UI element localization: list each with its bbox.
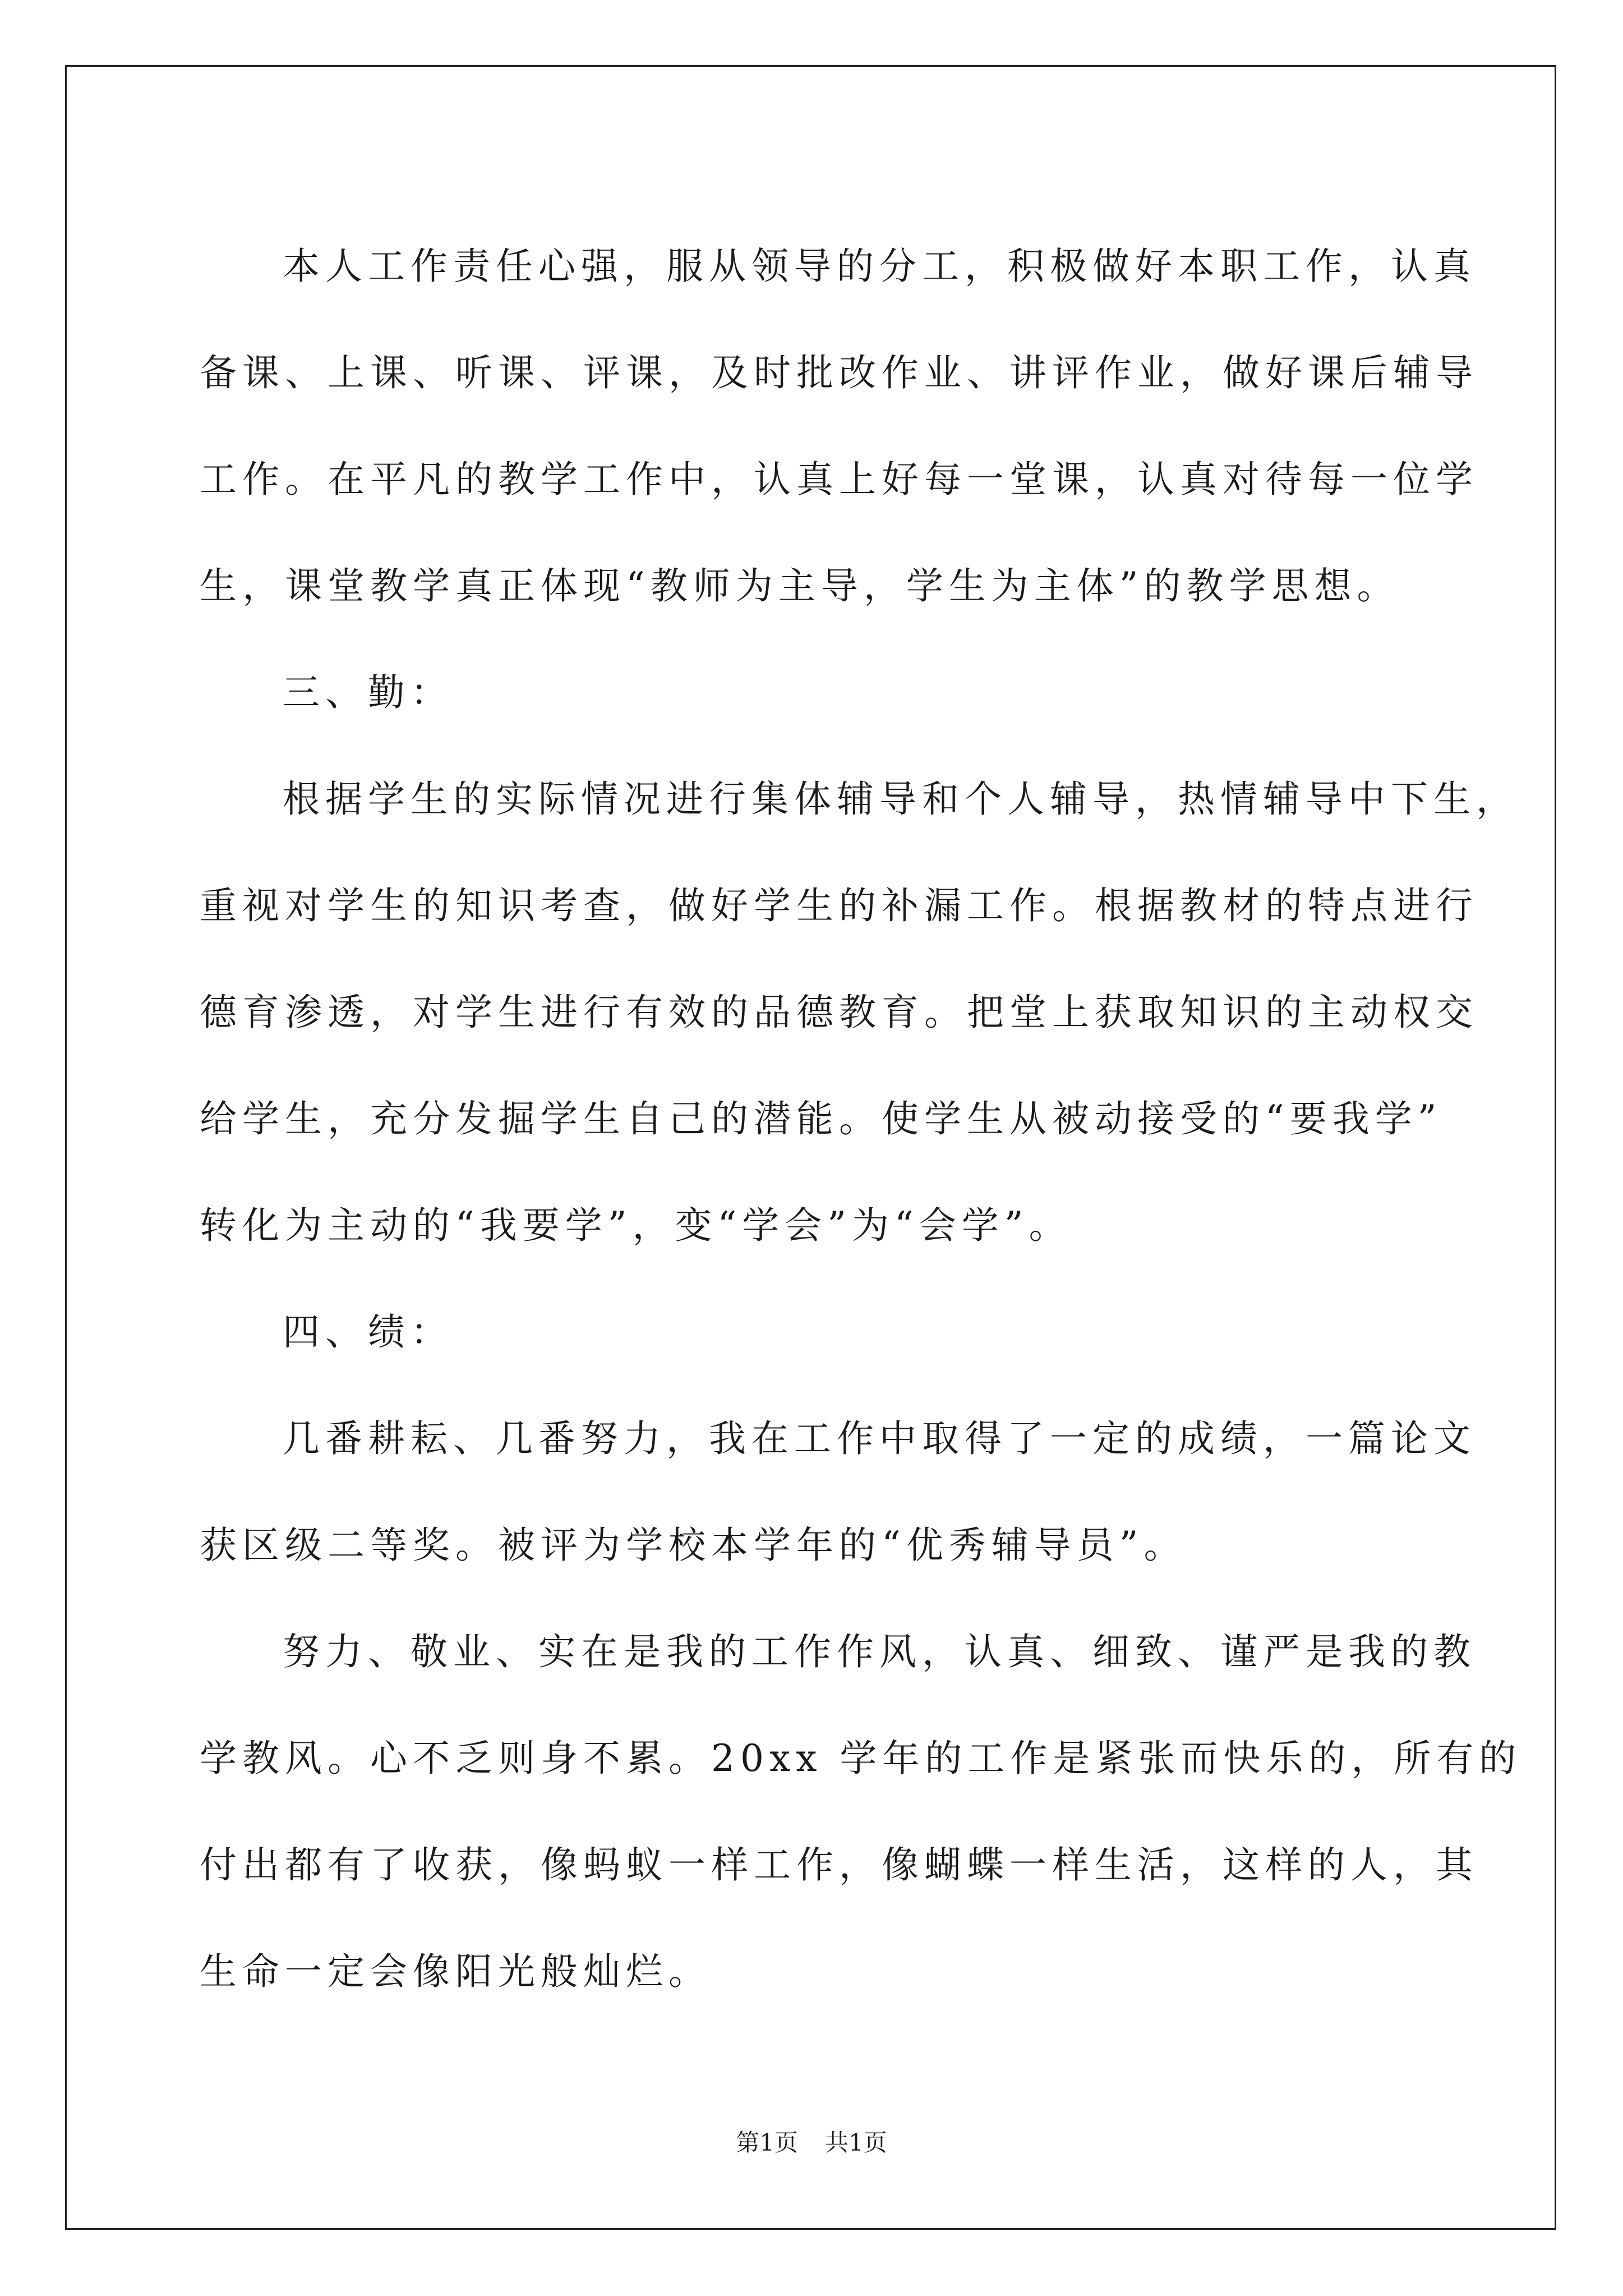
page-number: 第1页 bbox=[736, 2129, 798, 2156]
paragraph-line: 工作。在平凡的教学工作中，认真上好每一堂课，认真对待每一位学 bbox=[200, 458, 1478, 501]
page-footer bbox=[0, 2126, 1623, 2160]
paragraph-line: 重视对学生的知识考查，做好学生的补漏工作。根据教材的特点进行 bbox=[200, 884, 1478, 927]
paragraph-line: 备课、上课、听课、评课，及时批改作业、讲评作业，做好课后辅导 bbox=[200, 351, 1478, 394]
document-body bbox=[200, 213, 1522, 2025]
paragraph-line: 根据学生的实际情况进行集体辅导和个人辅导，热情辅导中下生， bbox=[283, 777, 1519, 821]
paragraph-line: 努力、敬业、实在是我的工作作风，认真、细致、谨严是我的教 bbox=[283, 1630, 1476, 1673]
paragraph-line: 给学生，充分发掘学生自己的潜能。使学生从被动接受的“要我学” bbox=[200, 1097, 1442, 1140]
paragraph-line: 付出都有了收获，像蚂蚁一样工作，像蝴蝶一样生活，这样的人，其 bbox=[200, 1843, 1478, 1887]
paragraph-line: 本人工作责任心强，服从领导的分工，积极做好本职工作，认真 bbox=[283, 245, 1476, 288]
paragraph-line: 生，课堂教学真正体现“教师为主导，学生为主体”的教学思想。 bbox=[200, 564, 1400, 608]
paragraph-line: 转化为主动的“我要学”，变“学会”为“会学”。 bbox=[200, 1204, 1072, 1247]
paragraph-line: 生命一定会像阳光般灿烂。 bbox=[200, 1950, 711, 1993]
page-total: 共1页 bbox=[825, 2129, 887, 2156]
paragraph-line: 德育渗透，对学生进行有效的品德教育。把堂上获取知识的主动权交 bbox=[200, 991, 1478, 1034]
paragraph-line: 获区级二等奖。被评为学校本学年的“优秀辅导员”。 bbox=[200, 1524, 1187, 1567]
section-heading: 三、勤： bbox=[283, 671, 453, 714]
paragraph-line: 几番耕耘、几番努力，我在工作中取得了一定的成绩，一篇论文 bbox=[283, 1417, 1476, 1460]
section-heading: 四、绩： bbox=[283, 1310, 453, 1354]
paragraph-line: 学教风。心不乏则身不累。20xx 学年的工作是紧张而快乐的，所有的 bbox=[200, 1737, 1522, 1780]
